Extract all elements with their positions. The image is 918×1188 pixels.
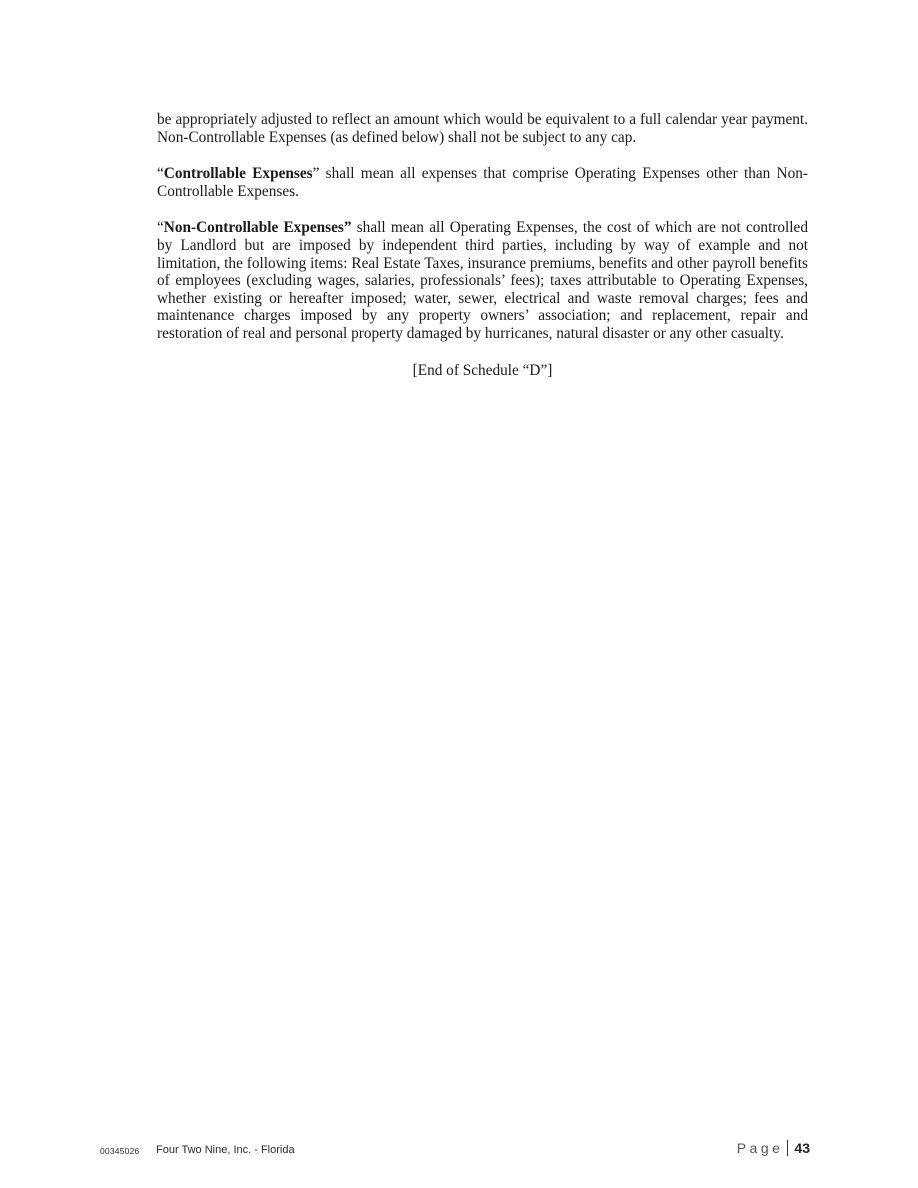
paragraph-non-controllable-expenses [157,219,808,342]
end-of-schedule-note: [End of Schedule “D”] [412,361,553,379]
paragraph-controllable-expenses [157,165,808,200]
open-quote: “ [157,165,164,183]
page-footer [100,1140,810,1159]
page-separator [787,1140,788,1156]
company-name: Four Two Nine, Inc. - Florida [156,1144,295,1156]
schedule-body [157,111,808,398]
paragraph-adjustment [157,111,808,146]
page-number: 43 [794,1140,810,1156]
page-label: Page [736,1140,784,1156]
defined-term-controllable: Controllable Expenses [163,165,313,183]
paragraph-text: be appropriately adjusted to reflect an amount which would be equivalent to a full calendar year payment. Non-Controllable Expenses (as defined below) shall not be subject to any cap. [157,111,808,146]
document-code: 00345026 [100,1146,140,1156]
defined-term-non-controllable: Non-Controllable Expenses” [163,219,352,237]
definition-text: ” shall mean all expenses that comprise Operating Expenses other than Non-Controllable Expenses. [157,165,808,200]
open-quote: “ [157,219,164,237]
definition-text: shall mean all Operating Expenses, the cost of which are not controlled by Landlord but are imposed by independent third parties, including by way of example and not limitation, the following items: Real Estate Taxes, insurance premiums, benefits and other payroll benefits of employees (excluding wages, salaries, professionals’ fees); taxes attributable to Operating Expenses, whether existing or hereafter imposed; water, sewer, electrical and waste removal charges; fees and maintenance charges imposed by any property owners’ association; and replacement, repair and restoration of real and personal property damaged by hurricanes, natural disaster or any other casualty. [157,219,808,342]
page-indicator [737,1140,810,1156]
